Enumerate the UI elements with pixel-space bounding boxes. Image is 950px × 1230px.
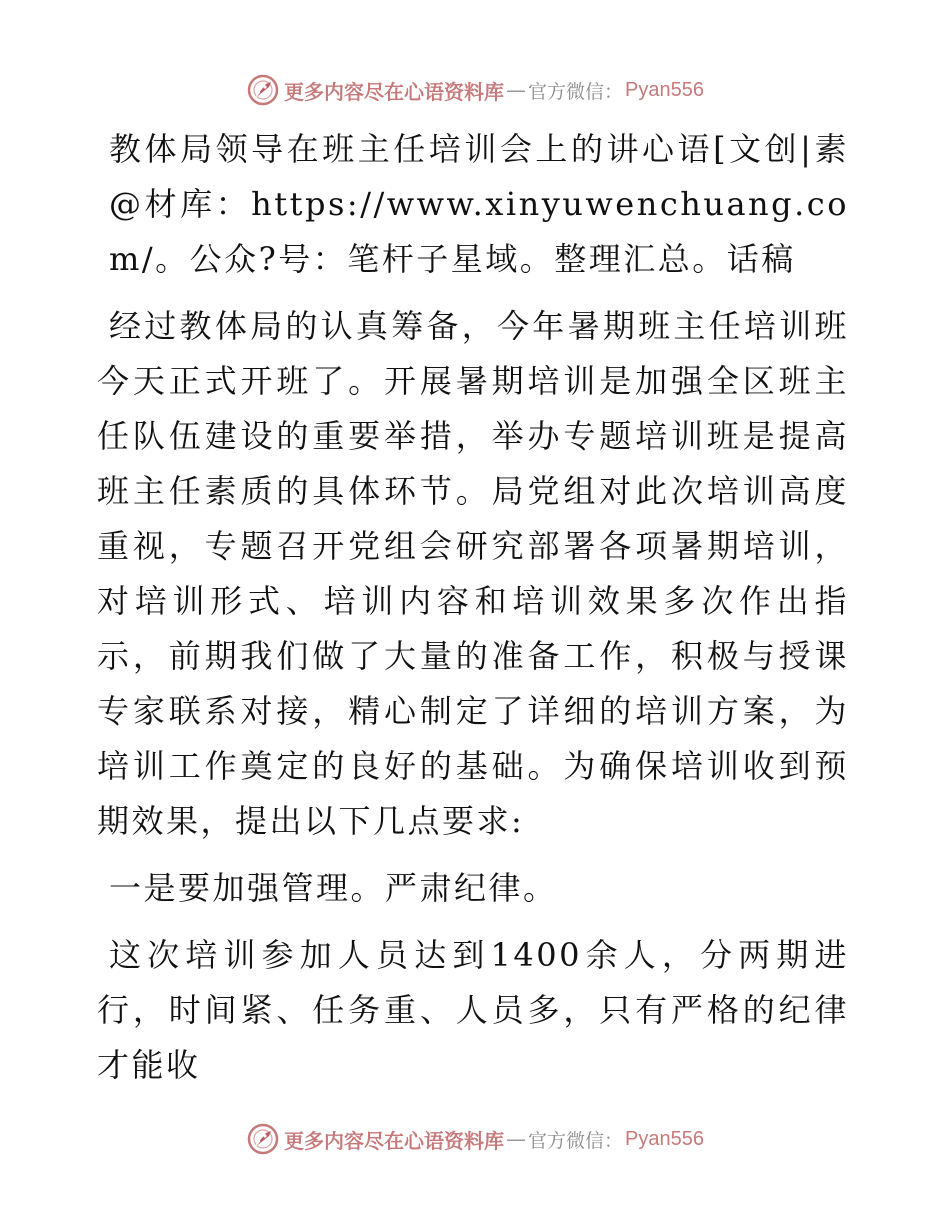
pen-nib-logo-icon — [246, 1122, 280, 1156]
paragraph-3: 这次培训参加人员达到1400余人，分两期进行，时间紧、任务重、人员多，只有严格的纪律才能收 — [97, 936, 849, 1084]
pen-nib-logo-icon — [246, 73, 280, 107]
paragraph-1: 经过教体局的认真筹备，今年暑期班主任培训班今天正式开班了。开展暑期培训是加强全区班主任队伍建设的重要举措，举办专题培训班是提高班主任素质的具体环节。局党组对此次培训高度重视，专题召开党组会研究部署各项暑期培训，对培训形式、培训内容和培训效果多次作出指示，前期我们做了大量的准备工作，积极与授课专家联系对接，精心制定了详细的培训方案，为培训工作奠定的良好的基础。为确保培训收到预期效果，提出以下几点要求: — [97, 307, 849, 840]
banner-main-text: 更多内容尽在心语资料库 — [284, 79, 504, 104]
banner-dash: — — [506, 1127, 526, 1151]
document-body — [97, 122, 849, 1105]
banner-sub-text: 官方微信： — [528, 80, 624, 103]
banner-wechat-id: Pyan556 — [625, 1127, 704, 1150]
banner-wechat-id: Pyan556 — [625, 78, 704, 101]
document-title: 教体局领导在班主任培训会上的讲心语[文创|素@材库：https://www.xinyuwenchuang.com/。公众?号：笔杆子星域。整理汇总。话稿 — [109, 130, 849, 278]
banner-dash: — — [506, 78, 526, 102]
banner-sub-text: 官方微信： — [528, 1129, 624, 1152]
banner-main-text: 更多内容尽在心语资料库 — [284, 1128, 504, 1153]
header-banner — [0, 70, 950, 110]
paragraph-2: 一是要加强管理。严肃纪律。 — [109, 869, 558, 907]
footer-banner — [0, 1119, 950, 1159]
